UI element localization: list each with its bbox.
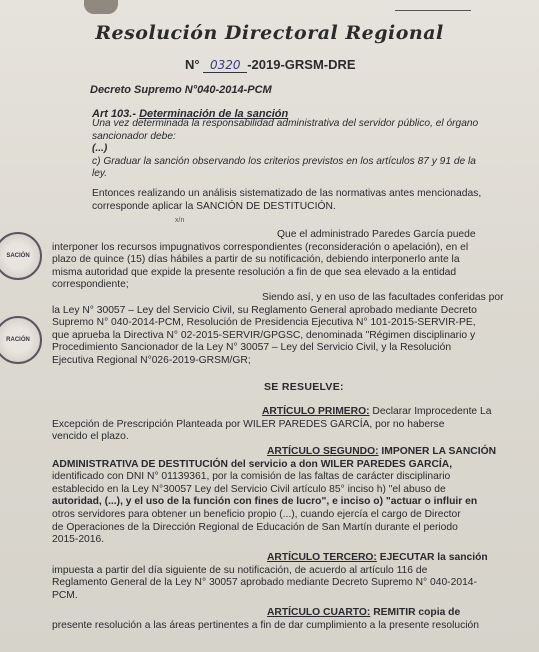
paragraph-line: Ejecutiva Regional N°026-2019-GRSM/GR; xyxy=(52,354,251,366)
article-label: ARTÍCULO TERCERO: xyxy=(267,552,377,563)
article-line: de Operaciones de la Dirección Regional de Educación de San Martín durante el periodo xyxy=(52,521,458,533)
paragraph-line: interponer los recursos impugnativos correspondientes (reconsideración o apelación), en el xyxy=(52,241,469,253)
paragraph-line: la Ley N° 30057 – Ley del Servicio Civil, su Reglamento General aprobado mediante Decreto xyxy=(52,304,477,316)
article-label: ARTÍCULO CUARTO: xyxy=(267,607,371,618)
paragraph-line: corresponde aplicar la SANCIÓN DE DESTITUCIÓN. xyxy=(92,200,336,212)
article-103-title: Determinación de la sanción xyxy=(139,108,289,120)
quote-line: Una vez determinada la responsabilidad administrativa del servidor público, el órgano xyxy=(92,118,479,129)
coat-of-arms-emblem xyxy=(84,0,118,14)
article-segundo xyxy=(52,446,536,547)
article-line: 2015-2016. xyxy=(52,534,105,546)
quote-line: ley. xyxy=(92,168,108,179)
paragraph-line: Que el administrado Paredes García puede xyxy=(277,229,476,240)
article-line: impuesta a partir del día siguiente de su notificación, de acuerdo al artículo 116 de xyxy=(52,564,428,576)
article-103-label: Art 103.- xyxy=(92,108,137,120)
resolution-number xyxy=(185,57,356,73)
paragraph-line: correspondiente; xyxy=(52,279,129,291)
article-label: ARTÍCULO PRIMERO: xyxy=(262,406,370,417)
article-line: PCM. xyxy=(52,589,78,601)
official-seal-stamp: RACIÓN xyxy=(0,316,42,364)
article-primero xyxy=(52,406,534,444)
article-line: vencido el plazo. xyxy=(52,431,129,443)
article-line xyxy=(52,607,536,620)
article-line: Reglamento General de la Ley N° 30057 aprobado mediante Decreto Supremo N° 040-2014- xyxy=(52,577,477,589)
paragraph-line: Supremo N° 040-2014-PCM, Resolución de Presidencia Ejecutiva N° 101-2015-SERVIR-PE, xyxy=(52,317,476,329)
resolution-prefix: N° xyxy=(185,57,200,72)
article-line: Excepción de Prescripción Planteada por WILER PAREDES GARCÍA, por no haberse xyxy=(52,418,445,430)
article-line xyxy=(52,552,536,565)
margin-mark: x/n xyxy=(175,217,185,224)
article-line: identificado con DNI N° 01139361, por la comisión de las faltas de carácter disciplinario xyxy=(52,471,451,483)
quote-line: (...) xyxy=(92,143,108,154)
quote-line: sancionador debe: xyxy=(92,130,176,142)
paragraph-entonces xyxy=(92,188,524,213)
article-text: Declarar Improcedente La xyxy=(372,406,492,417)
resolution-suffix: -2019-GRSM-DRE xyxy=(247,57,356,72)
paragraph-siendo xyxy=(52,292,526,368)
decreto-heading: Decreto Supremo N°040-2014-PCM xyxy=(90,84,272,96)
header-line xyxy=(395,2,471,11)
paragraph-line: plazo de quince (15) días hábiles a partir de su notificación, debiendo interponerlo ante la xyxy=(52,254,460,266)
article-line: otros servidores para obtener un beneficio propio (...), cuando ejercía el cargo de Director xyxy=(52,508,461,520)
article-text: IMPONER LA SANCIÓN xyxy=(381,446,497,457)
paragraph-line: Siendo así, y en uso de las facultades conferidas por xyxy=(262,292,504,303)
article-tercero xyxy=(52,552,536,602)
paragraph-line: Entonces realizando un análisis sistematizado de las normativas antes mencionadas, xyxy=(92,188,482,199)
se-resuelve-heading: SE RESUELVE: xyxy=(264,381,344,393)
article-103-quote xyxy=(92,118,522,181)
article-label: ARTÍCULO SEGUNDO: xyxy=(267,446,379,457)
article-line: autoridad, (...), y el uso de la función con fines de lucro", e inciso o) "actuar o influir en xyxy=(52,496,478,508)
quote-line: c) Graduar la sanción observando los criterios previstos en los artículos 87 y 91 de la xyxy=(92,155,476,167)
article-line xyxy=(52,446,536,459)
document-title: Resolución Directoral Regional xyxy=(95,22,444,44)
paragraph-que xyxy=(52,229,526,292)
paragraph-line: Procedimiento Sancionador de la Ley N° 30057 – Ley del Servicio Civil, y la Resolución xyxy=(52,342,452,354)
article-line xyxy=(52,406,534,419)
article-line: establecido en la Ley N°30057 Ley del Servicio Civil artículo 85° inciso h) "el abuso de xyxy=(52,483,446,495)
official-seal-stamp: SACIÓN xyxy=(0,232,42,280)
article-line: presente resolución a las áreas pertinentes a fin de dar cumplimiento a la presente resolución xyxy=(52,619,479,631)
article-cuarto xyxy=(52,607,536,632)
paragraph-line: misma autoridad que expide la presente resolución a fin de que sea elevado a la entidad xyxy=(52,266,457,278)
paragraph-line: que aprueba la Directiva N° 02-2015-SERVIR/GPGSC, denominada "Régimen disciplinario y xyxy=(52,329,476,341)
article-text: REMITIR copia de xyxy=(373,607,461,618)
resolution-handwritten-number: 0320 xyxy=(203,58,247,73)
article-line: ADMINISTRATIVA DE DESTITUCIÓN del servicio a don WILER PAREDES GARCÍA, xyxy=(52,458,453,470)
article-text: EJECUTAR la sanción xyxy=(379,552,488,563)
